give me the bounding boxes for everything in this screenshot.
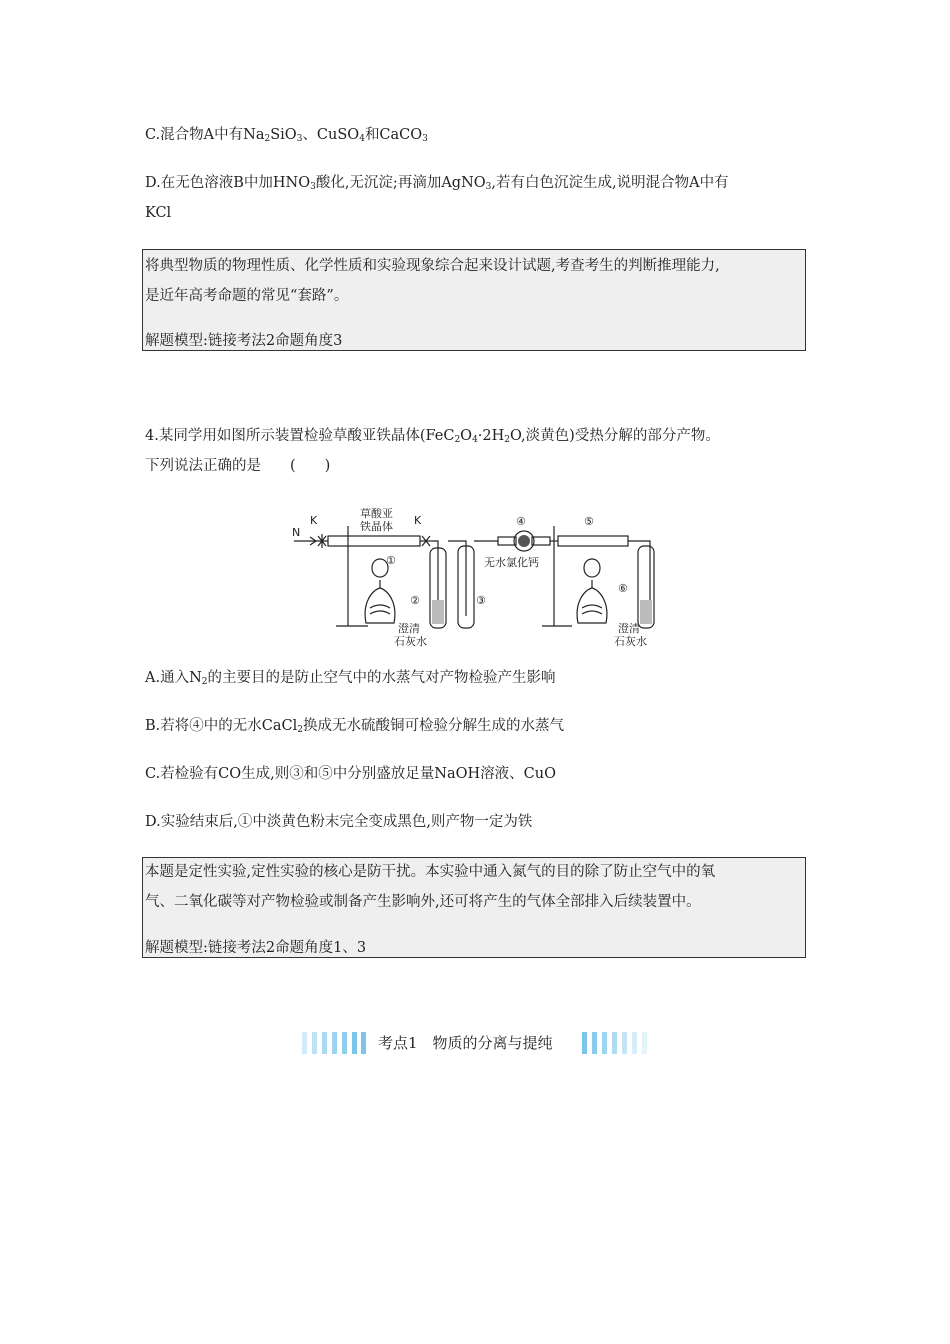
marker-5: ⑤ xyxy=(584,515,594,528)
label-sample-1: 草酸亚 xyxy=(360,508,393,520)
label-limewater-1b: 石灰水 xyxy=(394,635,427,648)
q4-note-model: 解题模型:链接考法2命题角度1、3 xyxy=(145,940,367,956)
q4-note-line2: 气、二氧化碳等对产物检验或制备产生影响外,还可将产生的气体全部排入后续装置中。 xyxy=(145,894,701,910)
q3-option-c: C.混合物A中有$Na_2SiO_3$、CuSO$_4$和CaCO$_3$ xyxy=(145,127,428,144)
q3-note-line2: 是近年高考命题的常见“套路”。 xyxy=(145,288,349,304)
q4-note-line1: 本题是定性实验,定性实验的核心是防干扰。本实验中通入氮气的目的除了防止空气中的氧 xyxy=(145,864,716,880)
label-limewater-2b: 石灰水 xyxy=(614,635,647,648)
q4-stem: 4.某同学用如图所示装置检验草酸亚铁晶体($FeC_2O_4\cdot 2H_2O$,淡黄色)受热分解的部分产物。 xyxy=(145,428,720,445)
label-n2: N xyxy=(292,526,301,539)
q4-note-box xyxy=(142,857,806,958)
heading-bars-right xyxy=(582,1032,648,1054)
label-cacl2: 无水氯化钙 xyxy=(484,556,539,569)
q4-option-a: A.通入$N_2$的主要目的是防止空气中的水蒸气对产物检验产生影响 xyxy=(145,670,556,687)
label-limewater-2a: 澄清 xyxy=(618,622,640,635)
marker-1: ① xyxy=(386,554,396,567)
label-limewater-1a: 澄清 xyxy=(398,622,420,635)
heading-bars-left xyxy=(302,1032,366,1054)
marker-3: ③ xyxy=(476,594,486,607)
q3-note-box xyxy=(142,249,806,351)
apparatus-figure xyxy=(288,508,668,648)
q3-note-line1: 将典型物质的物理性质、化学性质和实验现象综合起来设计试题,考查考生的判断推理能力, xyxy=(145,258,720,274)
section-heading-text: 考点1 物质的分离与提纯 xyxy=(378,1034,553,1052)
q4-option-d: D.实验结束后,①中淡黄色粉末完全变成黑色,则产物一定为铁 xyxy=(145,814,533,830)
marker-2: ② xyxy=(410,594,420,607)
q4-option-c: C.若检验有CO生成,则③和⑤中分别盛放足量NaOH溶液、CuO xyxy=(145,766,556,782)
q4-option-b: B.若将④中的无水CaCl$_2$换成无水硫酸铜可检验分解生成的水蒸气 xyxy=(145,718,564,735)
q3-note-model: 解题模型:链接考法2命题角度3 xyxy=(145,333,343,349)
q3-option-d: D.在无色溶液B中加$HNO_3$酸化,无沉淀;再滴加AgNO$_3$,若有白色沉淀生成,说明混合物A中有 xyxy=(145,175,729,192)
section-heading xyxy=(302,1031,648,1055)
marker-4: ④ xyxy=(516,515,526,528)
label-k1: K xyxy=(310,514,318,527)
marker-6: ⑥ xyxy=(618,582,628,595)
label-sample-2: 铁晶体 xyxy=(360,520,393,533)
q3-option-d-line2: KCl xyxy=(145,205,172,221)
label-k2: K xyxy=(414,514,422,527)
q4-stem-line2: 下列说法正确的是 ( ) xyxy=(145,458,331,474)
